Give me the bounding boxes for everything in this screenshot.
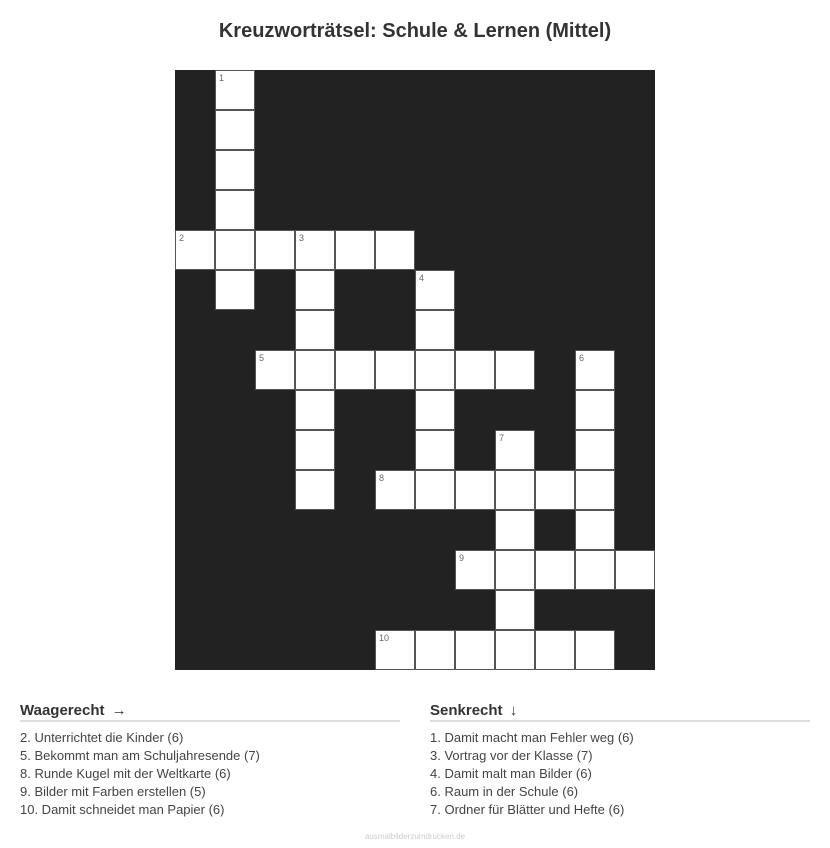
crossword-cell[interactable] bbox=[575, 630, 615, 670]
clue-number: 8 bbox=[379, 473, 385, 483]
crossword-cell[interactable] bbox=[215, 150, 255, 190]
crossword-cell[interactable] bbox=[455, 350, 495, 390]
crossword-cell[interactable] bbox=[215, 230, 255, 270]
crossword-cell[interactable] bbox=[495, 430, 535, 470]
crossword-cell[interactable] bbox=[535, 550, 575, 590]
crossword-cell[interactable] bbox=[415, 270, 455, 310]
crossword-cell[interactable] bbox=[575, 390, 615, 430]
crossword-cell[interactable] bbox=[295, 470, 335, 510]
crossword-cell[interactable] bbox=[575, 550, 615, 590]
crossword-cell[interactable] bbox=[295, 270, 335, 310]
clue-number: 3 bbox=[299, 233, 305, 243]
page-title: Kreuzworträtsel: Schule & Lernen (Mittel) bbox=[218, 20, 612, 42]
crossword-cell[interactable] bbox=[575, 510, 615, 550]
crossword-cell[interactable] bbox=[375, 230, 415, 270]
crossword-cell[interactable] bbox=[415, 390, 455, 430]
crossword-grid bbox=[175, 70, 655, 670]
crossword-cell[interactable] bbox=[295, 310, 335, 350]
across-clue-list bbox=[20, 729, 400, 819]
clue-number: 7 bbox=[499, 433, 505, 443]
crossword-cell[interactable] bbox=[455, 470, 495, 510]
footer-watermark: ausmalbilderzumdrucken.de bbox=[364, 832, 466, 841]
across-clue: 8. Runde Kugel mit der Weltkarte (6) bbox=[20, 766, 231, 781]
crossword-cell[interactable] bbox=[575, 470, 615, 510]
crossword-cell[interactable] bbox=[495, 590, 535, 630]
crossword-cell[interactable] bbox=[375, 630, 415, 670]
crossword-cell[interactable] bbox=[415, 430, 455, 470]
crossword-cell[interactable] bbox=[415, 630, 455, 670]
across-clues-section bbox=[20, 702, 400, 819]
crossword-cell[interactable] bbox=[335, 350, 375, 390]
crossword-cell[interactable] bbox=[255, 230, 295, 270]
crossword-cell[interactable] bbox=[495, 550, 535, 590]
across-clue: 9. Bilder mit Farben erstellen (5) bbox=[20, 784, 206, 799]
down-clue: 4. Damit malt man Bilder (6) bbox=[430, 766, 592, 781]
crossword-cell[interactable] bbox=[415, 350, 455, 390]
crossword-cell[interactable] bbox=[215, 110, 255, 150]
down-clue-list bbox=[430, 729, 810, 819]
clue-number: 5 bbox=[259, 353, 265, 363]
clue-number: 9 bbox=[459, 553, 465, 563]
arrow-down-icon: ↓ bbox=[509, 702, 518, 719]
down-heading: Senkrecht bbox=[430, 702, 503, 719]
crossword-cell[interactable] bbox=[535, 470, 575, 510]
crossword-cell[interactable] bbox=[495, 630, 535, 670]
crossword-cell[interactable] bbox=[375, 350, 415, 390]
across-heading: Waagerecht bbox=[20, 702, 105, 719]
crossword-cell[interactable] bbox=[495, 470, 535, 510]
crossword-cell[interactable] bbox=[455, 630, 495, 670]
clue-number: 6 bbox=[579, 353, 585, 363]
crossword-cell[interactable] bbox=[335, 230, 375, 270]
crossword-cell[interactable] bbox=[535, 630, 575, 670]
down-clue: 7. Ordner für Blätter und Hefte (6) bbox=[430, 802, 625, 817]
down-clues-section bbox=[430, 702, 810, 819]
crossword-cell[interactable] bbox=[175, 230, 215, 270]
clue-number: 10 bbox=[379, 633, 390, 643]
crossword-cell[interactable] bbox=[415, 470, 455, 510]
crossword-cell[interactable] bbox=[495, 350, 535, 390]
crossword-cell[interactable] bbox=[455, 550, 495, 590]
arrow-right-icon: → bbox=[111, 702, 127, 719]
down-clue: 1. Damit macht man Fehler weg (6) bbox=[430, 730, 634, 745]
crossword-cell[interactable] bbox=[255, 350, 295, 390]
across-clue: 10. Damit schneidet man Papier (6) bbox=[20, 802, 225, 817]
crossword-cell[interactable] bbox=[215, 70, 255, 110]
down-clue: 6. Raum in der Schule (6) bbox=[430, 784, 579, 799]
crossword-cell[interactable] bbox=[415, 310, 455, 350]
down-heading-row bbox=[430, 702, 810, 722]
across-clue: 5. Bekommt man am Schuljahresende (7) bbox=[20, 748, 260, 763]
crossword-cell[interactable] bbox=[575, 430, 615, 470]
clue-number: 4 bbox=[419, 273, 425, 283]
clue-number: 1 bbox=[219, 73, 225, 83]
across-heading-row bbox=[20, 702, 400, 722]
crossword-cell[interactable] bbox=[575, 350, 615, 390]
crossword-cell[interactable] bbox=[295, 350, 335, 390]
down-clue: 3. Vortrag vor der Klasse (7) bbox=[430, 748, 593, 763]
crossword-cell[interactable] bbox=[295, 390, 335, 430]
crossword-cell[interactable] bbox=[215, 190, 255, 230]
crossword-cell[interactable] bbox=[495, 510, 535, 550]
crossword-cell[interactable] bbox=[295, 430, 335, 470]
crossword-cell[interactable] bbox=[295, 230, 335, 270]
crossword-cell[interactable] bbox=[375, 470, 415, 510]
crossword-cell[interactable] bbox=[215, 270, 255, 310]
crossword-cell[interactable] bbox=[615, 550, 655, 590]
clue-number: 2 bbox=[179, 233, 185, 243]
across-clue: 2. Unterrichtet die Kinder (6) bbox=[20, 730, 184, 745]
